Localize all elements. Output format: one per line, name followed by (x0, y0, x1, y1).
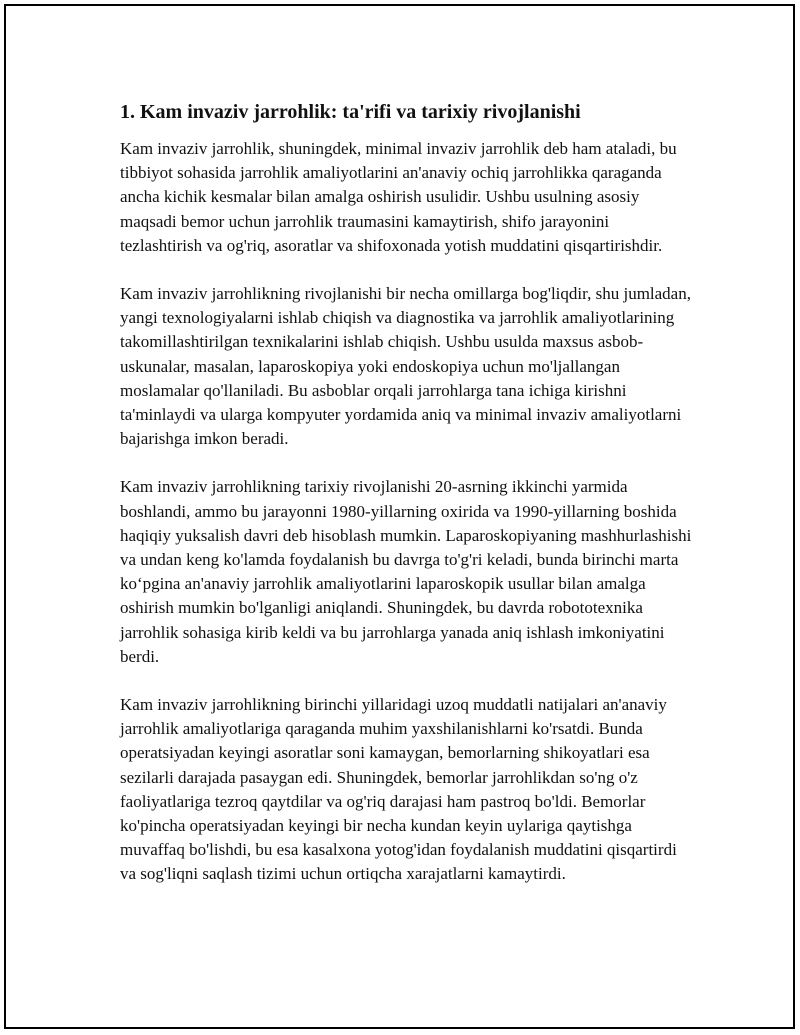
paragraph-2: Kam invaziv jarrohlikning rivojlanishi bir necha omillarga bog'liqdir, shu jumladan, yangi texnologiyalarni ishlab chiqish va diagnostika va jarrohlik amaliyotlarining takomillashtirilgan texnikalarini ishlab chiqish. Ushbu usulda maxsus asbob-uskunalar, masalan, laparoskopiya yoki endoskopiya uchun mo'ljallangan moslamalar qo'llaniladi. Bu asboblar orqali jarrohlarga tana ichiga kirishni ta'minlaydi va ularga kompyuter yordamida aniq va minimal invaziv amaliyotlarni bajarishga imkon beradi. (120, 284, 691, 449)
page-frame (4, 4, 795, 1029)
paragraph-4: Kam invaziv jarrohlikning birinchi yillaridagi uzoq muddatli natijalari an'anaviy jarrohlik amaliyotlariga qaraganda muhim yaxshilanishlarni ko'rsatdi. Bunda operatsiyadan keyingi asoratlar soni kamaygan, bemorlarning shikoyatlari esa sezilarli darajada pasaygan edi. Shuningdek, bemorlar jarrohlikdan so'ng o'z faoliyatlariga tezroq qaytdilar va og'riq darajasi ham pastroq bo'ldi. Bemorlar ko'pincha operatsiyadan keyingi bir necha kundan keyin uylariga qaytishga muvaffaq bo'lishdi, bu esa kasalxona yotog'idan foydalanish muddatini qisqartirdi va sog'liqni saqlash tizimi uchun ortiqcha xarajatlarni kamaytirdi. (120, 695, 677, 884)
document-title: 1. Kam invaziv jarrohlik: ta'rifi va tarixiy rivojlanishi (120, 101, 581, 123)
paragraph-1: Kam invaziv jarrohlik, shuningdek, minimal invaziv jarrohlik deb ham ataladi, bu tibbiyot sohasida jarrohlik amaliyotlarini an'anaviy ochiq jarrohlikka qaraganda ancha kichik kesmalar bilan amalga oshirish usulidir. Ushbu usulning asosiy maqsadi bemor uchun jarrohlik traumasini kamaytirish, shifo jarayonini tezlashtirish va og'riq, asoratlar va shifoxonada yotish muddatini qisqartirishdir. (120, 139, 677, 255)
document-body (120, 98, 692, 887)
paragraph-3: Kam invaziv jarrohlikning tarixiy rivojlanishi 20-asrning ikkinchi yarmida boshlandi, ammo bu jarayonni 1980-yillarning oxirida va 1990-yillarning boshida haqiqiy yuksalish davri deb hisoblash mumkin. Laparoskopiyaning mashhurlashishi va undan keng ko'lamda foydalanish bu davrga to'g'ri keladi, bunda birinchi marta ko‘pgina an'anaviy jarrohlik amaliyotlarini laparoskopik usullar bilan amalga oshirish mumkin bo'lganligi aniqlandi. Shuningdek, bu davrda robototexnika jarrohlik sohasiga kirib keldi va bu jarrohlarga yanada aniq ishlash imkoniyatini berdi. (120, 477, 692, 666)
